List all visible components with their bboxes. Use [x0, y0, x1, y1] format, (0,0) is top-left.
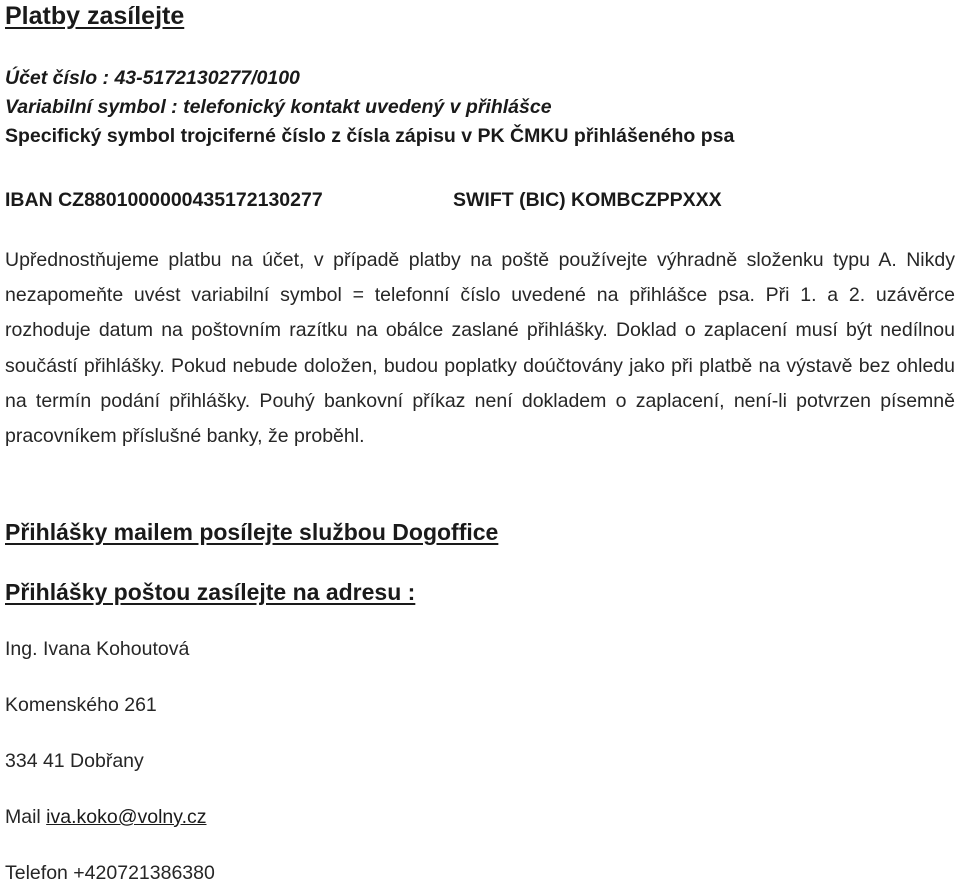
page-title: Platby zasílejte [5, 2, 185, 30]
address-mail [5, 803, 207, 831]
address-phone: Telefon +420721386380 [5, 862, 215, 884]
mail-submission-heading: Přihlášky mailem posílejte službou Dogoffice [5, 519, 499, 545]
iban: IBAN CZ8801000000435172130277 [5, 189, 323, 211]
variable-symbol: Variabilní symbol : telefonický kontakt uvedený v přihlášce [5, 96, 552, 118]
account-number: Účet číslo : 43-5172130277/0100 [5, 67, 300, 89]
post-submission-heading: Přihlášky poštou zasílejte na adresu : [5, 579, 416, 605]
swift-code: SWIFT (BIC) KOMBCZPPXXX [453, 189, 722, 211]
specific-symbol: Specifický symbol trojciferné číslo z čísla zápisu v PK ČMKU přihlášeného psa [5, 125, 735, 147]
account-info [5, 64, 734, 151]
payment-instructions: Upřednostňujeme platbu na účet, v případě platby na poště používejte výhradně složenku typu A. Nikdy nezapomeňte uvést variabilní symbol = telefonní číslo uvedené na přihlášce psa. Při 1. a 2. uzávěrce rozhoduje datum na poštovním razítku na obálce zaslané přihlášky. Doklad o zaplacení musí být nedílnou součástí přihlášky. Pokud nebude doložen, budou poplatky doúčtovány jako při platbě na výstavě bez ohledu na termín podání přihlášky. Pouhý bankovní příkaz není dokladem o zaplacení, není-li potvrzen písemně pracovníkem příslušné banky, že proběhl. [5, 249, 955, 448]
email-link[interactable]: iva.koko@volny.cz [46, 806, 207, 828]
mail-label: Mail [5, 806, 47, 828]
address-name: Ing. Ivana Kohoutová [5, 638, 190, 660]
bank-details [5, 186, 955, 215]
address-street: Komenského 261 [5, 694, 157, 716]
address-city: 334 41 Dobřany [5, 750, 144, 772]
